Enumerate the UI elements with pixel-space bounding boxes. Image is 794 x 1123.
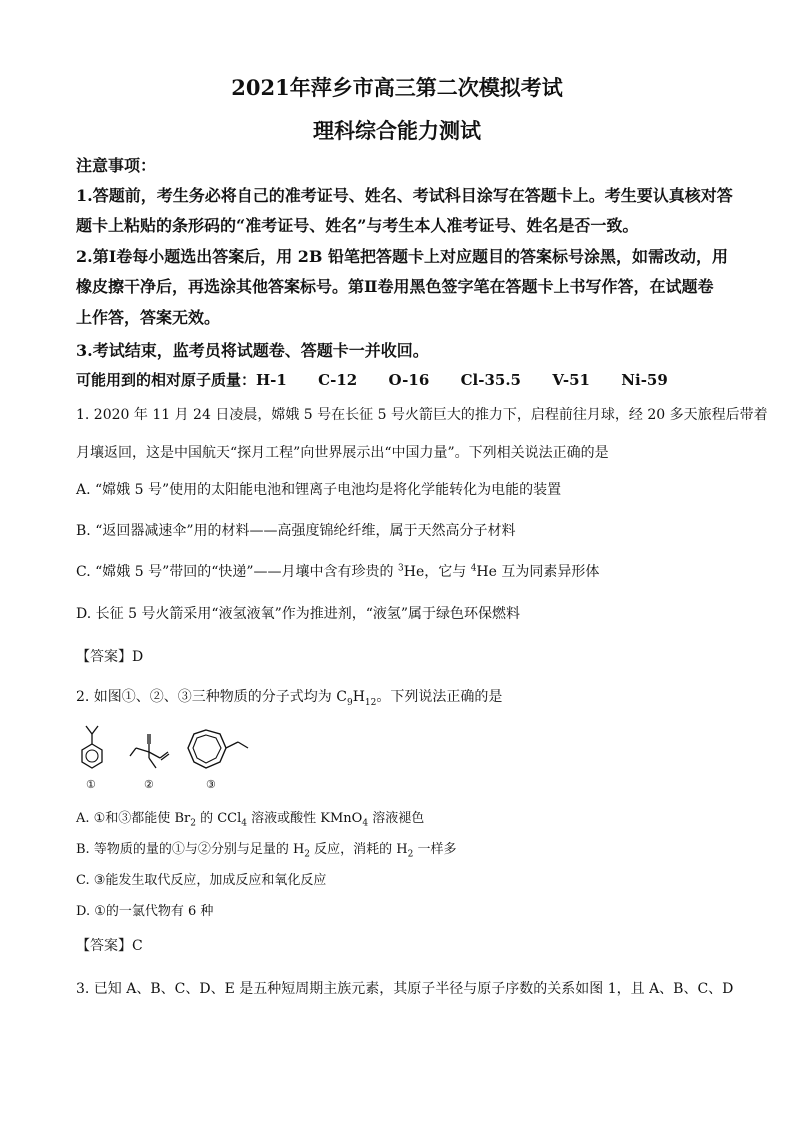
q2-option-a-pre: A. ①和③都能使 Br <box>76 811 191 826</box>
structure-3-label: ③ <box>206 778 216 791</box>
q2-stem-post: 。下列说法正确的是 <box>376 689 503 705</box>
q2-option-c: C. ③能发生取代反应，加成反应和氧化反应 <box>76 873 327 888</box>
q2-answer-value: C <box>132 938 143 954</box>
notice-item-2-line-1: 2.第Ⅰ卷每小题选出答案后，用 2B 铅笔把答题卡上对应题目的答案标号涂黑，如需改动，用 <box>76 247 728 266</box>
structure-2-label: ② <box>144 778 154 791</box>
q2-option-a <box>76 807 424 829</box>
q1-option-a: A. “嫦娥 5 号”使用的太阳能电池和锂离子电池均是将化学能转化为电能的装置 <box>76 482 562 498</box>
q2-option-a-sub-2: 4 <box>241 818 248 829</box>
q2-option-b-sub-1: 2 <box>304 849 311 860</box>
q1-answer-tag: 【答案】 <box>76 649 132 665</box>
q1-option-d: D. 长征 5 号火箭采用“液氢液氧”作为推进剂，“液氢”属于绿色环保燃料 <box>76 606 521 622</box>
notice-item-2-line-2: 橡皮擦干净后，再选涂其他答案标号。第Ⅱ卷用黑色签字笔在答题卡上书写作答，在试题卷 <box>76 277 714 296</box>
q2-answer-tag: 【答案】 <box>76 938 132 954</box>
page-subtitle: 理科综合能力测试 <box>313 118 481 143</box>
atomic-masses: 可能用到的相对原子质量：H-1 C-12 O-16 Cl-35.5 V-51 Ni-59 <box>76 371 668 389</box>
structure-3-cycloheptatriene <box>184 726 254 781</box>
q2-option-a-sub-3: 4 <box>362 818 369 829</box>
q2-answer <box>76 935 143 955</box>
q2-stem <box>76 686 502 708</box>
structure-1-label: ① <box>86 778 96 791</box>
q2-option-b-mid: 反应，消耗的 H <box>310 842 408 857</box>
notice-item-3: 3.考试结束，监考员将试题卷、答题卡一并收回。 <box>76 341 429 360</box>
q1-answer <box>76 646 143 666</box>
q2-option-d: D. ①的一氯代物有 6 种 <box>76 904 214 919</box>
q1-option-b: B. “返回器减速伞”用的材料——高强度锦纶纤维，属于天然高分子材料 <box>76 523 516 539</box>
q2-option-a-post: 溶液褪色 <box>368 811 425 826</box>
q2-stem-sub-2: 12 <box>364 697 377 708</box>
q2-option-a-sub-1: 2 <box>190 818 196 829</box>
notice-item-2-line-3: 上作答，答案无效。 <box>76 308 221 327</box>
q1-option-c-sup-1: 3 <box>398 563 404 574</box>
page-title: 2021年萍乡市高三第二次模拟考试 <box>231 75 563 100</box>
q2-stem-pre: 2. 如图①、②、③三种物质的分子式均为 C <box>76 689 347 705</box>
q1-option-c-post: He 互为同素异形体 <box>476 564 600 580</box>
notice-item-1-line-2: 题卡上粘贴的条形码的“准考证号、姓名”与考生本人准考证号、姓名是否一致。 <box>76 216 639 235</box>
q1-stem-line-2: 月壤返回，这是中国航天“探月工程”向世界展示出“中国力量”。下列相关说法正确的是 <box>76 445 609 461</box>
q2-option-b <box>76 838 457 860</box>
q1-option-c <box>76 561 599 581</box>
q3-stem-line-1: 3. 已知 A、B、C、D、E 是五种短周期主族元素，其原子半径与原子序数的关系如图 1，且 A、B、C、D <box>76 981 734 997</box>
q2-option-a-mid-2: 溶液或酸性 KMnO <box>247 811 363 826</box>
q2-structures-figure <box>72 722 272 792</box>
notice-heading: 注意事项： <box>76 156 157 175</box>
q1-option-c-sup-2: 4 <box>470 563 477 574</box>
q2-option-b-pre: B. 等物质的量的①与②分别与足量的 H <box>76 842 305 857</box>
q2-option-b-post: 一样多 <box>413 842 457 857</box>
q1-stem-line-1: 1. 2020 年 11 月 24 日凌晨，嫦娥 5 号在长征 5 号火箭巨大的推力下，启程前往月球，经 20 多天旅程后带着 <box>76 407 768 423</box>
q1-answer-value: D <box>132 649 144 665</box>
structure-2-diene <box>124 730 174 780</box>
q2-stem-mid: H <box>352 689 365 705</box>
q2-stem-sub-1: 9 <box>346 697 353 708</box>
q1-option-c-pre: C. “嫦娥 5 号”带回的“快递”——月壤中含有珍贵的 <box>76 564 398 580</box>
q2-option-b-sub-2: 2 <box>407 849 414 860</box>
structure-1-cumene <box>76 724 116 784</box>
q2-option-a-mid-1: 的 CCl <box>195 811 242 826</box>
notice-item-1-line-1: 1.答题前，考生务必将自己的准考证号、姓名、考试科目涂写在答题卡上。考生要认真核对答 <box>76 186 733 205</box>
q1-option-c-mid: He，它与 <box>403 564 471 580</box>
